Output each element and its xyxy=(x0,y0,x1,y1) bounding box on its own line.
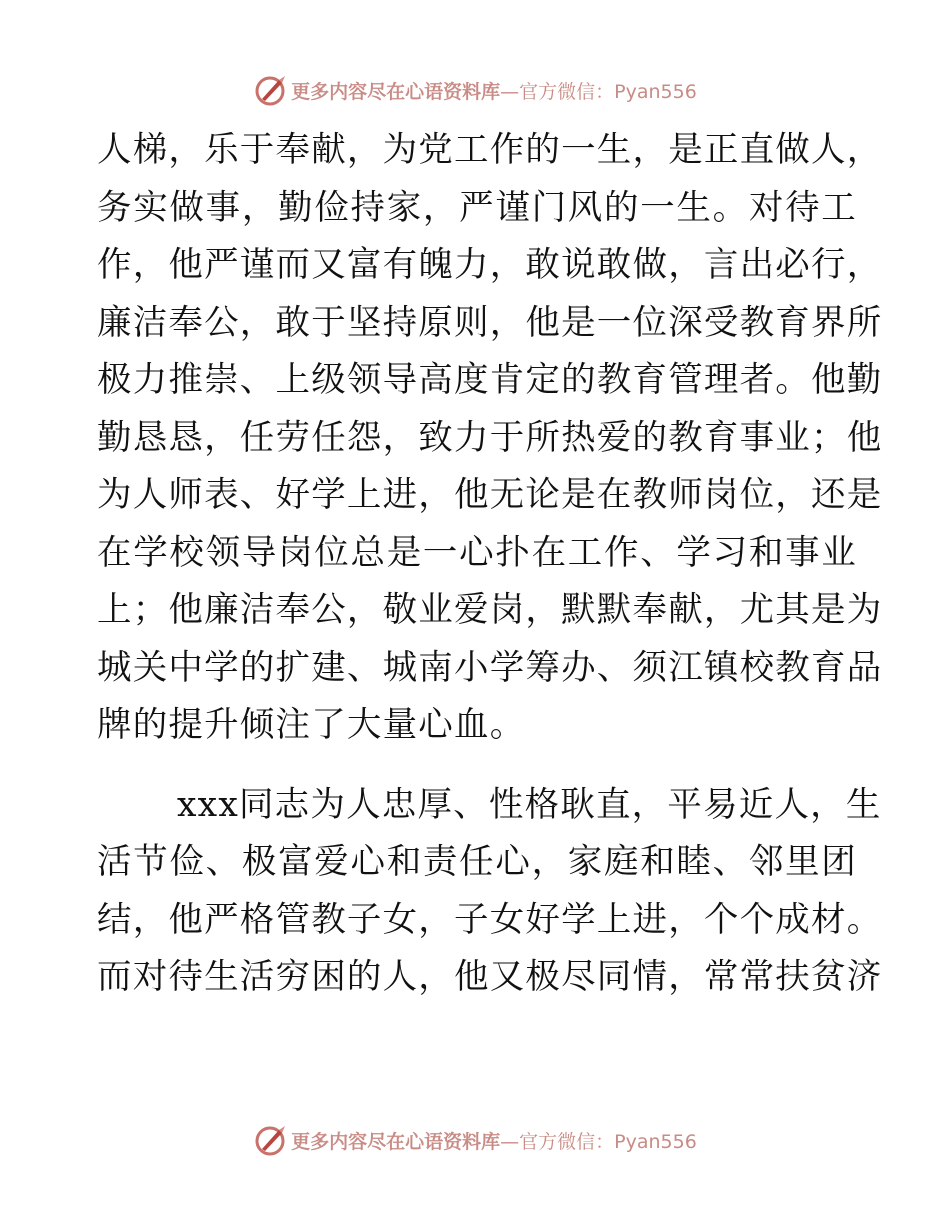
text-line: xxx同志为人忠厚、性格耿直，平易近人，生 xyxy=(177,784,882,825)
text-line: 为人师表、好学上进，他无论是在教师岗位，还是 xyxy=(97,475,883,515)
text-line: 结，他严格管教子女，子女好学上进，个个成材。 xyxy=(97,899,883,940)
paragraph-gap xyxy=(97,755,857,777)
text-line: 牌的提升倾注了大量心血。 xyxy=(97,705,526,745)
quill-logo-icon xyxy=(253,72,289,108)
text-line: 而对待生活穷困的人，他又极尽同情，常常扶贫济 xyxy=(97,957,883,997)
text-line: 人梯，乐于奉献，为党工作的一生，是正直做人， xyxy=(97,130,883,170)
quill-logo-icon xyxy=(253,1122,289,1158)
watermark-main-text: 更多内容尽在心语资料库 xyxy=(291,80,501,103)
document-body xyxy=(97,122,883,1007)
text-line: 极力推崇、上级领导高度肯定的教育管理者。他勤 xyxy=(97,360,883,400)
text-line: 务实做事，勤俭持家，严谨门风的一生。对待工 xyxy=(97,187,857,228)
text-line: 活节俭、极富爱心和责任心，家庭和睦、邻里团 xyxy=(97,842,857,882)
watermark-main-text: 更多内容尽在心语资料库 xyxy=(291,1130,501,1153)
text-line: 廉洁奉公，敢于坚持原则，他是一位深受教育界所 xyxy=(97,302,883,343)
watermark-sub-text: —官方微信：Pyan556 xyxy=(500,80,697,103)
text-line: 勤恳恳，任劳任怨，致力于所热爱的教育事业；他 xyxy=(97,417,883,458)
footer-watermark xyxy=(0,1120,950,1160)
text-line: 作，他严谨而又富有魄力，敢说敢做，言出必行， xyxy=(97,245,883,285)
watermark-sub-text: —官方微信：Pyan556 xyxy=(500,1130,697,1153)
text-line: 在学校领导岗位总是一心扑在工作、学习和事业 xyxy=(97,532,857,573)
header-watermark xyxy=(0,70,950,110)
text-line: 城关中学的扩建、城南小学筹办、须江镇校教育品 xyxy=(97,647,883,688)
text-line: 上；他廉洁奉公，敬业爱岗，默默奉献，尤其是为 xyxy=(97,590,883,630)
